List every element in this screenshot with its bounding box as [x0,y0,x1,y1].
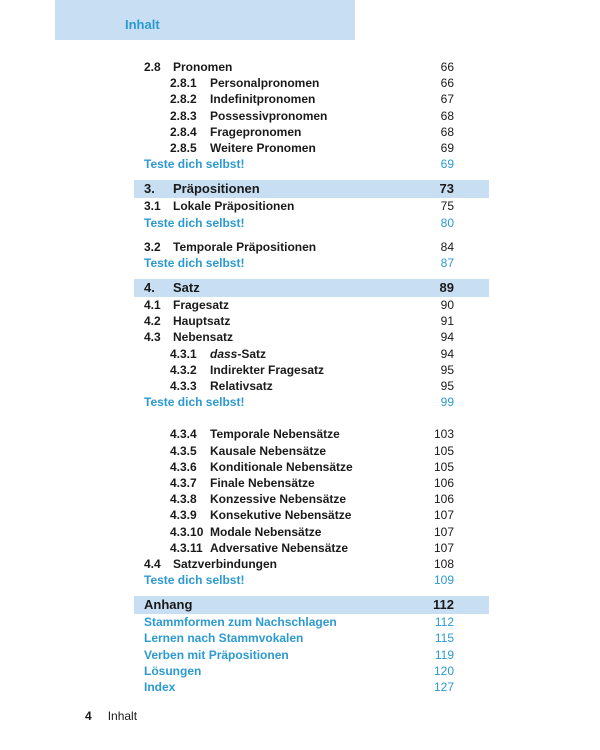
toc-entry-number: 4.3.6 [170,459,197,474]
toc-entry-title: Fragesatz [173,298,230,313]
toc-entry-page: 87 [440,255,454,270]
toc-entry-page: 68 [440,108,454,123]
toc-entry-number: 2.8.5 [170,140,197,155]
toc-chapter-title: Präpositionen [173,181,260,197]
toc-entry-4-3-6[interactable] [144,459,454,475]
toc-entry-number: 4.3.7 [170,475,197,490]
toc-entry-number: 4.3.5 [170,443,197,458]
toc-entry-title: Hauptsatz [173,314,231,329]
toc-entry-title: Weitere Pronomen [210,140,316,155]
toc-entry-4-3-10[interactable] [144,524,454,540]
footer-page-number: 4 [85,709,92,723]
toc-entry-title: Stammformen zum Nachschlagen [144,615,337,630]
toc-entry-title: Relativsatz [210,379,273,393]
toc-entry-number: 4.3.3 [170,379,197,393]
toc-entry-2-8-2[interactable] [144,91,454,107]
toc-entry-title: Finale Nebensätze [210,475,315,490]
header-bar [55,0,355,40]
toc-entry-4-3-7[interactable] [144,475,454,491]
toc-entry-4-3-8[interactable] [144,491,454,507]
toc-entry-4-3-11[interactable] [144,540,454,556]
toc-entry-page: 69 [440,157,454,172]
toc-entry-appendix[interactable] [144,630,454,646]
toc-chapter-anhang[interactable] [134,596,489,614]
spacer [144,271,454,279]
toc-entry-page: 107 [433,540,454,555]
toc-entry-title-rest: -Satz [237,346,267,361]
toc-entry-page: 109 [433,573,454,588]
toc-entry-title: Konsekutive Nebensätze [210,508,352,523]
toc-entry-title: Temporale Nebensätze [210,427,340,442]
toc-entry-title: Index [144,680,176,694]
toc-entry-number: 2.8 [144,60,161,74]
toc-entry-page: 67 [440,92,454,107]
toc-entry-number: 4.3.11 [170,540,203,555]
toc-entry-page: 90 [440,298,454,313]
toc-chapter-3[interactable] [134,180,489,198]
toc-entry-title: Temporale Präpositionen [173,239,317,254]
toc-entry-title: Indirekter Fragesatz [210,362,325,377]
toc-entry-page: 127 [433,680,454,694]
toc-entry-page: 105 [433,459,454,474]
toc-entry-title: Adversative Nebensätze [210,540,349,555]
toc-entry-appendix[interactable] [144,663,454,679]
toc-entry-title: Teste dich selbst! [144,255,245,270]
toc-entry-2-8-5[interactable] [144,140,454,156]
toc-entry-number: 4.1 [144,298,161,313]
toc-entry-4-3-4[interactable] [144,426,454,442]
toc-entry-page: 66 [440,60,454,74]
toc-entry-page: 103 [433,427,454,442]
toc-entry-number: 3.2 [144,239,161,254]
toc-entry-number: 2.8.3 [170,108,197,123]
toc-entry-page: 91 [440,314,454,329]
toc-entry-number: 4.2 [144,314,161,329]
toc-chapter-page: 89 [439,280,454,296]
toc-entry-number: 4.3.1 [170,346,197,361]
toc-entry-page: 69 [440,140,454,155]
toc-entry-number: 2.8.2 [170,92,197,107]
toc-entry-2-8-1[interactable] [144,75,454,91]
toc-entry-title: Teste dich selbst! [144,215,245,230]
toc-entry-page: 94 [440,346,454,361]
spacer [144,231,454,239]
toc-entry-page: 105 [433,443,454,458]
toc-entry-title: Konzessive Nebensätze [210,492,347,507]
toc-entry-page: 120 [433,663,454,678]
toc-entry-page: 95 [440,362,454,377]
toc-entry-number: 3.1 [144,199,161,214]
toc-entry-4-3-2[interactable] [144,362,454,378]
toc-entry-number: 4.3.4 [170,427,197,442]
toc-entry-number: 4.3 [144,330,161,345]
toc-entry-page: 115 [434,631,454,646]
toc-entry-title: Teste dich selbst! [144,573,245,588]
toc-entry-test[interactable] [144,572,454,588]
toc-entry-4-3[interactable] [144,329,454,345]
spacer [144,588,454,596]
toc-entry-title: Teste dich selbst! [144,157,245,172]
toc-entry-title: Konditionale Nebensätze [210,459,353,474]
toc-entry-page: 99 [440,395,454,410]
toc-entry-title: Teste dich selbst! [144,395,245,410]
toc-entry-3-2[interactable] [144,239,454,255]
toc-entry-test[interactable] [144,215,454,231]
toc-entry-number: 4.3.8 [170,492,197,507]
toc-entry-page: 108 [433,556,454,571]
toc-entry-number: 4.3.10 [170,524,204,539]
toc-entry-appendix[interactable] [144,614,454,630]
toc-chapter-4[interactable] [134,279,489,297]
toc-entry-number: 4.3.2 [170,362,197,377]
toc-entry-3-1[interactable] [144,198,454,214]
toc-entry-title: Kausale Nebensätze [210,443,327,458]
toc-entry-page: 66 [440,76,454,91]
toc-entry-page: 106 [433,492,454,507]
toc-entry-appendix[interactable] [144,679,454,695]
spacer [144,172,454,180]
toc-entry-page: 94 [440,330,454,345]
toc-entry-4-1[interactable] [144,297,454,313]
toc-entry-title: Pronomen [173,60,233,74]
spacer [144,410,454,426]
toc-entry-number: 2.8.4 [170,124,197,139]
toc-entry-page: 107 [433,524,454,539]
toc-entry-appendix[interactable] [144,647,454,663]
toc-entry-title: Indefinitpronomen [210,92,316,107]
toc-chapter-page: 112 [433,597,454,613]
toc-chapter-number: 3. [144,181,155,197]
toc-entry-page: 95 [440,379,454,393]
toc-entry-test[interactable] [144,156,454,172]
toc-entry-4-3-3[interactable] [144,378,454,394]
toc-entry-4-2[interactable] [144,313,454,329]
toc-entry-number: 2.8.1 [170,76,197,91]
toc-entry-test[interactable] [144,255,454,271]
toc-entry-title: Lokale Präpositionen [173,199,295,214]
toc-entry-title: Personalpronomen [210,76,320,91]
toc-entry-title [210,346,266,362]
toc-entry-title-italic: dass [210,346,238,361]
toc-entry-2-8-4[interactable] [144,124,454,140]
toc-entry-4-4[interactable] [144,556,454,572]
toc-entry-page: 80 [440,215,454,230]
toc-entry-page: 106 [433,475,454,490]
footer-label: Inhalt [107,709,138,723]
toc-entry-title: Possessivpronomen [210,108,328,123]
toc-entry-page: 107 [433,508,454,523]
toc-entry-page: 84 [440,239,454,254]
toc-entry-2-8-3[interactable] [144,108,454,124]
toc-entry-title: Lernen nach Stammvokalen [144,631,304,646]
toc-entry-number: 4.4 [144,556,161,571]
header-title: Inhalt [125,17,160,32]
toc-entry-title: Nebensatz [173,330,234,345]
toc-entry-2-8[interactable] [144,59,454,75]
toc-entry-page: 112 [434,615,454,630]
toc-entry-page: 75 [440,199,454,214]
toc-chapter-title: Satz [173,280,200,296]
toc-entry-number: 4.3.9 [170,508,197,523]
toc-chapter-page: 73 [439,181,454,197]
table-of-contents [144,59,454,695]
toc-entry-title: Satzverbindungen [173,556,278,571]
toc-chapter-title: Anhang [144,597,193,613]
toc-entry-page: 68 [440,124,454,139]
toc-entry-title: Modale Nebensätze [210,524,322,539]
page-footer [85,709,137,723]
toc-entry-test[interactable] [144,394,454,410]
toc-entry-title: Fragepronomen [210,124,302,139]
toc-entry-title: Lösungen [144,663,202,678]
toc-entry-page: 119 [434,647,454,662]
toc-entry-4-3-1[interactable] [144,346,454,362]
toc-entry-4-3-9[interactable] [144,507,454,523]
toc-chapter-number: 4. [144,280,155,296]
toc-entry-4-3-5[interactable] [144,443,454,459]
toc-entry-title: Verben mit Präpositionen [144,647,289,662]
